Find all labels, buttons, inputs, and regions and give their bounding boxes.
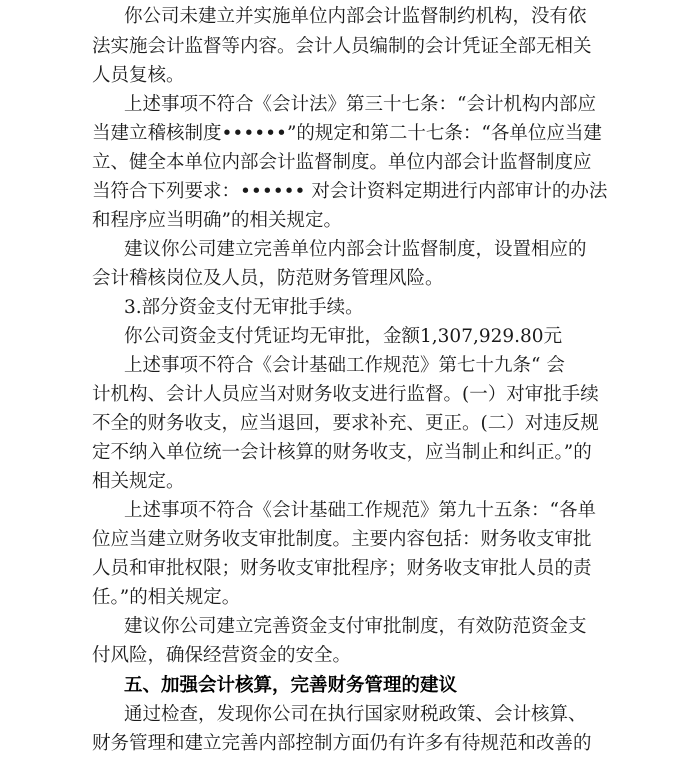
section-item-title: 3.部分资金支付无审批手续。 <box>124 297 364 318</box>
paragraph-line: 付风险，确保经营资金的安全。 <box>92 645 352 666</box>
paragraph-line: 上述事项不符合《会计基础工作规范》第七十九条“ 会 <box>124 355 565 376</box>
paragraph-line: 财务管理和建立完善内部控制方面仍有许多有待规范和改善的 <box>92 733 592 754</box>
paragraph-line: 建议你公司建立完善资金支付审批制度，有效防范资金支 <box>124 616 587 637</box>
paragraph-line: 上述事项不符合《会计基础工作规范》第九十五条：“各单 <box>124 500 596 521</box>
paragraph-line: 当符合下列要求：•••••• 对会计资料定期进行内部审计的办法 <box>92 181 608 202</box>
paragraph-line: 你公司资金支付凭证均无审批，金额1,307,929.80元 <box>124 326 563 347</box>
paragraph-line: 不全的财务收支，应当退回，要求补充、更正。(二）对违反规 <box>92 413 599 434</box>
paragraph-line: 上述事项不符合《会计法》第三十七条：“会计机构内部应 <box>124 94 596 115</box>
paragraph-line: 定不纳入单位统一会计核算的财务收支，应当制止和纠正。”的 <box>92 442 592 463</box>
paragraph-line: 计机构、会计人员应当对财务收支进行监督。(一）对审批手续 <box>92 384 599 405</box>
paragraph-line: 立、健全本单位内部会计监督制度。单位内部会计监督制度应 <box>92 152 592 173</box>
paragraph-line: 位应当建立财务收支审批制度。主要内容包括：财务收支审批 <box>92 529 592 550</box>
paragraph-line: 和程序应当明确”的相关规定。 <box>92 210 342 231</box>
section-heading: 五、加强会计核算，完善财务管理的建议 <box>124 675 458 696</box>
paragraph-line: 人员复核。 <box>92 65 185 86</box>
paragraph-line: 你公司未建立并实施单位内部会计监督制约机构，没有依 <box>124 6 587 27</box>
paragraph-line: 法实施会计监督等内容。会计人员编制的会计凭证全部无相关 <box>92 36 592 57</box>
paragraph-line: 建议你公司建立完善单位内部会计监督制度，设置相应的 <box>124 239 587 260</box>
paragraph-line: 会计稽核岗位及人员，防范财务管理风险。 <box>92 268 444 289</box>
paragraph-line: 人员和审批权限；财务收支审批程序；财务收支审批人员的责 <box>92 558 592 579</box>
paragraph-line: 相关规定。 <box>92 471 185 492</box>
paragraph-line: 通过检查，发现你公司在执行国家财税政策、会计核算、 <box>124 704 587 725</box>
paragraph-line: 当建立稽核制度••••••”的规定和第二十七条：“各单位应当建 <box>92 123 602 144</box>
paragraph-line: 任。”的相关规定。 <box>92 587 241 608</box>
